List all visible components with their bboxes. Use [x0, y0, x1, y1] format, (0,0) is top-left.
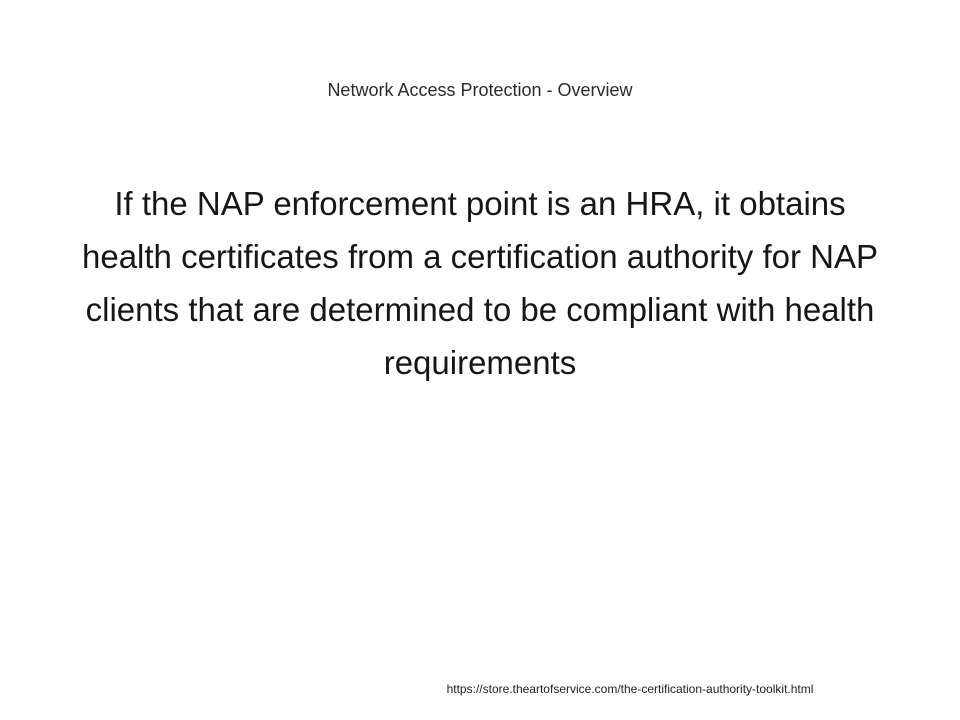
- footer-url: https://store.theartofservice.com/the-certification-authority-toolkit.html: [446, 682, 814, 696]
- slide-title: Network Access Protection - Overview: [327, 80, 633, 100]
- slide-body-text: If the NAP enforcement point is an HRA, it obtains health certificates from a certification authority for NAP clients that are determined to be compliant with health requirements: [82, 185, 878, 381]
